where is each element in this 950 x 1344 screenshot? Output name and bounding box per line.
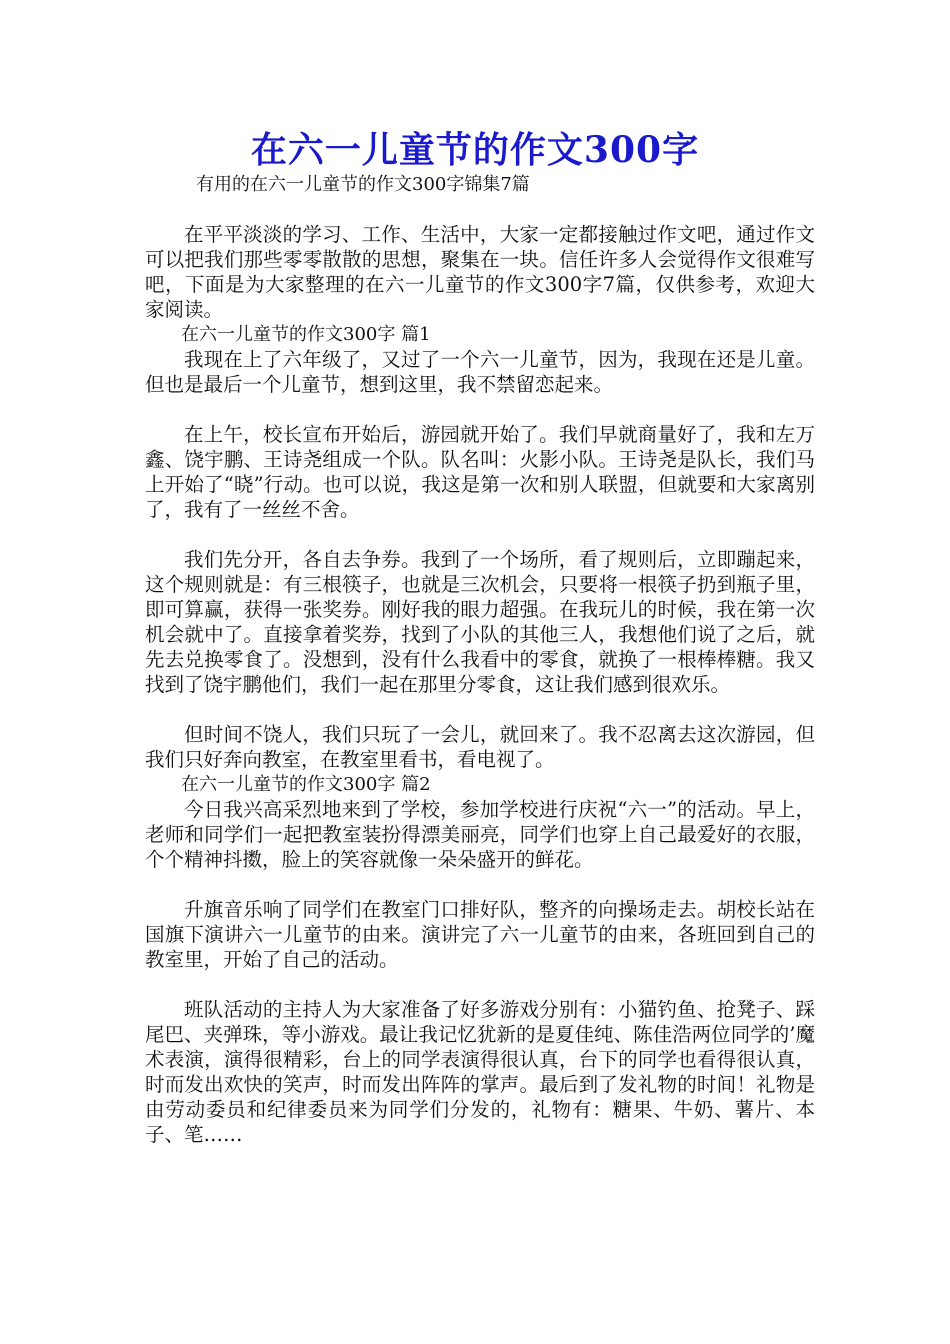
document-title: 在六一儿童节的作文300字 xyxy=(250,129,700,171)
section1-paragraph-1: 我现在上了六年级了，又过了一个六一儿童节，因为，我现在还是儿童。但也是最后一个儿童节，想到这里，我不禁留恋起来。 xyxy=(145,348,815,396)
section2-paragraph-3: 班队活动的主持人为大家准备了好多游戏分别有：小猫钓鱼、抢凳子、踩尾巴、夹弹珠，等小游戏。最让我记忆犹新的是夏佳纯、陈佳浩两位同学的’魔术表演，演得很精彩，台上的同学表演得很认真，台下的同学也看得很认真，时而发出欢快的笑声，时而发出阵阵的掌声。最后到了发礼物的时间！礼物是由劳动委员和纪律委员来为同学们分发的，礼物有：糖果、牛奶、薯片、本子、笔…… xyxy=(145,998,815,1146)
section1-paragraph-3: 我们先分开，各自去争券。我到了一个场所，看了规则后，立即蹦起来，这个规则就是：有三根筷子，也就是三次机会，只要将一根筷子扔到瓶子里，即可算赢，获得一张奖券。刚好我的眼力超强。在我玩儿的时候，我在第一次机会就中了。直接拿着奖券，找到了小队的其他三人，我想他们说了之后，就先去兑换零食了。没想到，没有什么我看中的零食，就换了一根棒棒糖。我又找到了饶宇鹏他们，我们一起在那里分零食，这让我们感到很欢乐。 xyxy=(145,548,815,696)
intro-paragraph: 在平平淡淡的学习、工作、生活中，大家一定都接触过作文吧，通过作文可以把我们那些零零散散的思想，聚集在一块。信任许多人会觉得作文很难写吧，下面是为大家整理的在六一儿童节的作文300字7篇，仅供参考，欢迎大家阅读。 xyxy=(145,223,815,321)
document-subtitle: 有用的在六一儿童节的作文300字锦集7篇 xyxy=(196,174,530,195)
section2-paragraph-2: 升旗音乐响了同学们在教室门口排好队，整齐的向操场走去。胡校长站在国旗下演讲六一儿童节的由来。演讲完了六一儿童节的由来，各班回到自己的教室里，开始了自己的活动。 xyxy=(145,898,815,971)
section1-paragraph-2: 在上午，校长宣布开始后，游园就开始了。我们早就商量好了，我和左万鑫、饶宇鹏、王诗尧组成一个队。队名叫：火影小队。王诗尧是队长，我们马上开始了“晓”行动。也可以说，我这是第一次和别人联盟，但就要和大家离别了，我有了一丝丝不舍。 xyxy=(145,423,815,521)
section2-paragraph-1: 今日我兴高采烈地来到了学校，参加学校进行庆祝“六一”的活动。早上，老师和同学们一起把教室装扮得漂美丽亮，同学们也穿上自己最爱好的衣服，个个精神抖擞，脸上的笑容就像一朵朵盛开的鲜花。 xyxy=(145,798,815,871)
section1-paragraph-4: 但时间不饶人，我们只玩了一会儿，就回来了。我不忍离去这次游园，但我们只好奔向教室，在教室里看书，看电视了。 xyxy=(145,723,815,771)
document-body xyxy=(145,222,815,1147)
section-heading-2: 在六一儿童节的作文300字 篇2 xyxy=(181,774,431,795)
section-heading-1: 在六一儿童节的作文300字 篇1 xyxy=(181,324,431,345)
